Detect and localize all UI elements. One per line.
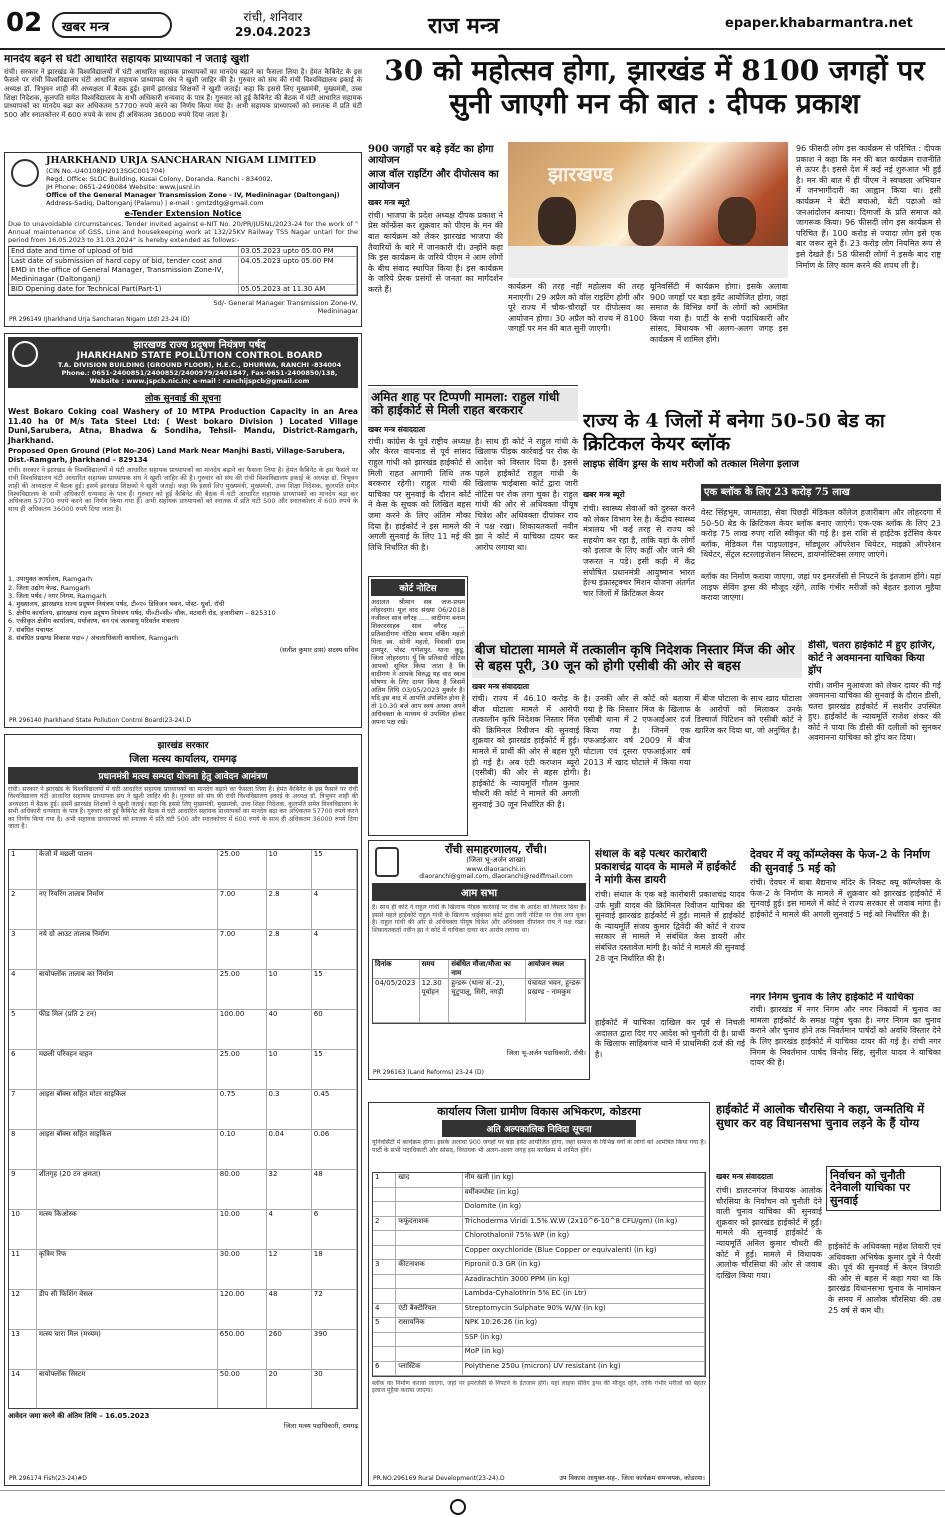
table-cell: 25.00: [218, 970, 267, 1009]
table-cell: [373, 1347, 396, 1361]
story-body: रांची। जमीन मुआवजा को लेकर दायर की गई अवमानना याचिका की सुनवाई के दौरान डीसी, चतरा झारखंड हाईकोर्ट में सशरीर उपस्थित हुए। हाईकोर्ट के न्यायमूर्ति राजेश शंकर की कोर्ट ने पाया कि डीसी की दलीलों को सुनकर अवमानना याचिका को ड्रॉप कर दिया।: [808, 680, 941, 743]
table-cell: 3: [9, 930, 37, 969]
table-cell: 7: [9, 1090, 37, 1129]
table-cell: 48: [267, 1290, 312, 1329]
table-cell: 25.00: [218, 850, 267, 889]
table-cell: [373, 1289, 396, 1303]
notice-body: यूनिवर्सिटी में कार्यक्रम होगा। इसके अलावा 900 जगहों पर बड़ा इवेंट आयोजित होगा, जहां समाज के विभिन्न वर्गों के लोगों को आमंत्रित किया गया है। पार्टी के सभी पदाधिकारी और सांसद, विधायक भी अलग-अलग जगह इस कार्यक्रम में शामिल होंगे।: [372, 1139, 706, 1154]
table-cell: 10.00: [218, 1210, 267, 1249]
table-cell: 10: [267, 1050, 312, 1089]
table-cell: 48: [312, 1170, 357, 1209]
table-cell: 80.00: [218, 1170, 267, 1209]
press-conference-photo: [508, 142, 788, 278]
table-cell: 4: [373, 1304, 396, 1318]
table-row: [9, 1050, 357, 1090]
table-cell: 390: [312, 1330, 357, 1369]
table-cell: 7.00: [218, 930, 267, 969]
story-body: रांची। देवघर में बाबा बैद्यनाथ मंदिर के निकट क्यू कॉम्प्लेक्स के फेज-2 के निर्माण के मामले में शुक्रवार को झारखंड हाईकोर्ट में सुनवाई हुई। इस मामले में कोर्ट ने राज्य सरकार से जवाब मांगा है। हाईकोर्ट ने मामले की अगली सुनवाई 5 मई को निर्धारित की है।: [750, 878, 941, 919]
jspcb-notice: [4, 333, 362, 728]
story-body: रांची। सरकार ने झारखंड के विश्वविद्यालयों में घंटी आधारित सहायक प्राध्यापकों का मानदेय बढ़ाने का फैसला लिया है। हेमंत कैबिनेट के इस फैसले पर रांची विश्वविद्यालय घंटी आधारित सहायक प्राध्यापक संघ ने खुशी जाहिर की है। गुरुवार को संघ की रांची विश्वविद्यालय इकाई के अध्यक्ष डॉ. त्रिभुवन शाही की अध्यक्षता में बैठक हुई। इसमें झारखंड शिक्षकों ने खुशी जताई। कहा कि इससे लिए मुख्यमंत्री, मुख्यमंत्री, उच्च शिक्षा निदेशक, कुलपति समेत विश्वविद्यालय के सभी अधिकारी धन्यवाद के पात्र हैं। गुरुवार को हुई कैबिनेट की बैठक में घंटी आधारित सहायक प्राध्यापकों का मानदेय बढ़ा कर अधिकतम 57700 रुपये करने का निर्णय किया गया है। अभी सहायक प्राध्यापकों को स्नातक में प्रति घंटी 500 और स्नातकोत्तर में 600 रुपये के साथ ही अधिकतम 36000 रुपये दिया जाता है।: [4, 67, 362, 119]
table-cell: [396, 1275, 462, 1289]
notice-title: आम सभा: [372, 883, 586, 901]
office: Office of the General Manager Transmission Zone - IV, Medininagar (Daltonganj): [46, 190, 340, 199]
table-cell: 260: [267, 1330, 312, 1369]
table-cell: [373, 1231, 396, 1245]
office: राँची समाहरणालय, राँची।: [445, 843, 547, 856]
person-2: [628, 200, 664, 246]
items-table: [372, 1172, 706, 1377]
table-cell: डीप सी फिशिंग वेसल: [37, 1290, 218, 1329]
table-cell: मत्स्य किओस्क: [37, 1210, 218, 1249]
address: Regd. Office: SLDC Building, Kusai Colony, Doranda, Ranchi - 834002,: [46, 174, 273, 183]
phone: JH Phone: 0651-2490084 Website: www.jusnl.in: [46, 182, 200, 191]
table-cell: 12: [9, 1290, 37, 1329]
table-cell: 2: [373, 1217, 396, 1231]
table-row: [373, 960, 585, 979]
meeting-table: [372, 959, 586, 1024]
table-cell: मछली परिवहन वाहन: [37, 1050, 218, 1089]
seed-scam-story: [472, 640, 802, 845]
table-row: [9, 1290, 357, 1330]
drda-tender-notice: [368, 1102, 710, 1486]
story-body-2: कार्यक्रम की तरह नहीं महोत्सव की तरह मनाएगी। 29 अप्रैल को वॉल राइटिंग होगी और पूरे राज्य में चौक-चौराहों पर दीपोत्सव का आयोजन होगा। 30 अप्रैल को राज्य में 8100 जगहों पर मन की बात सुनी जाएगी।: [508, 282, 644, 334]
table-cell: 0.75: [218, 1090, 267, 1129]
table-cell: एंटी बैक्टीरियल: [396, 1304, 462, 1318]
table-cell: बायोफ्लॉक तालाब का निर्माण: [37, 970, 218, 1009]
story-body-1: रांची। राज्य में 46.10 करोड़ के बीज घोटाला मामले में आरोपी तत्कालीन कृषि निदेशक निस्तार मिंज की क्रिमिनल रिवीजन की सुनवाई शुक्रवार को झारखंड हाईकोर्ट में हुई। मामले में प्रार्थी की ओर से बहस पूरी हो गई है। अब एंटी करप्शन ब्यूरो (एसीबी) की ओर से बहस होगी। हाईकोर्ट के न्यायमूर्ति गौतम कुमार चौधरी की कोर्ट ने मामले की अगली सुनवाई 30 जून निर्धारित की है।: [472, 694, 580, 809]
table-cell: आइस बॉक्स सहित साइकिल: [37, 1130, 218, 1169]
table-cell: 0.04: [267, 1130, 312, 1169]
story-body-1: रांची। कांग्रेस के पूर्व राष्ट्रीय अध्यक्ष और केरल वायनाड से पूर्व सांसद राहुल गांधी को झारखंड हाईकोर्ट से मिली राहत आगामी तिथि तक बरकरार रहेगी। राहुल गांधी की याचिका पर सुनवाई के दौरान कोर्ट ने केस के सूचक को लिखित बहस जमा करने के लिए अंतिम मौका दिया है। हाईकोर्ट ने इस मामले की अगली सुनवाई के लिए 11 मई की तिथि निर्धारित की है।: [368, 436, 471, 552]
highlight: एक ब्लॉक के लिए 23 करोड़ 75 लाख: [701, 484, 941, 501]
story-body-2: हाईकोर्ट के अधिवक्ता महेश तिवारी एवं अधिवक्ता अभिषेक कुमार दुबे ने पैरवी की। पूर्व की सुनवाई में केएन त्रिपाठी की ओर से बहस में कहा गया था कि झारखंड विधानसभा चुनाव के नामांकन के समय में आलोक चौरसिया की उम्र 25 वर्ष से कम थी।: [828, 1242, 941, 1315]
headline: राज्य के 4 जिलों में बनेगा 50-50 बेड का क्रिटिकल केयर ब्लॉक: [583, 410, 885, 455]
table-cell: 15: [312, 1050, 357, 1089]
office: कार्यालय जिला ग्रामीण विकास अभिकरण, कोडरमा: [437, 1105, 641, 1118]
date: 29.04.2023: [235, 25, 311, 39]
table-cell: नए रियरिंग तालाब निर्माण: [37, 890, 218, 929]
list-item: 2. जिला उद्योग केन्द्र, Ramgarh: [8, 583, 91, 592]
phone: Phone.: 0651-2400851/2400852/2400979/2401847, Fax-0651-2400850/138,: [61, 369, 338, 378]
table-cell: 14: [9, 1370, 37, 1409]
story-body-2: है। साथ ही कोर्ट ने राहुल गांधी के खिलाफ पीड़क कार्रवाई पर रोक के आदेश को विस्तार दिया है। इससे पहले हाईकोर्ट राहुल गांधी के खिलाफ चाईबासा कोर्ट द्वारा जारी नोटिस पर रोक लगा चुका है। राहुल गांधी की ओर से अधिवक्ता पीयूष चित्रेश और अधिवक्ता दीपांकर राय ने पक्ष रखा। शिकायतकर्ता नवीन झा ने कोर्ट में याचिका दायर कर आरोप लगाया था।: [475, 436, 578, 552]
table-cell: 2: [9, 890, 37, 929]
table-row: [9, 1210, 357, 1250]
headline: बीज घोटाला मामले में तत्कालीन कृषि निदेशक निस्तार मिंज की ओर से बहस पूरी, 30 जून को होगी एसीबी की ओर से बहस: [472, 640, 802, 678]
table-row: [9, 1010, 357, 1050]
table-cell: 30.00: [218, 1250, 267, 1289]
notice-title: e-Tender Extension Notice: [124, 208, 242, 218]
table-cell: 1: [373, 1173, 396, 1187]
table-cell: कीटनाशक: [396, 1260, 462, 1274]
headline: मानदेय बढ़ने से घंटी आधारित सहायक प्राध्यापकों ने जताई खुशी: [4, 54, 250, 65]
court-notice: [368, 576, 468, 836]
website: www.dlaoranchi.in: [466, 865, 526, 874]
address: T.A. DIVISION BUILDING (GROUND FLOOR), H.E.C., DHURWA, RANCHI -834004: [57, 361, 342, 370]
notice-title: अति अल्पकालिक निविदा सूचना: [442, 1120, 636, 1137]
table-cell: 4: [9, 970, 37, 1009]
table-cell: 12: [267, 1250, 312, 1289]
table-cell: Fipronil 0.3 GR (in kg): [463, 1260, 705, 1274]
table-cell: Trichoderma Viridi 1.5% W.W (2x10^6-10^8 CFU/gm) (in kg): [463, 1217, 705, 1231]
website: Website : www.jspcb.nic.in; e-mail : ranchijspcb@gmail.com: [89, 377, 310, 386]
table-cell: 5: [9, 1010, 37, 1049]
table-cell: 10: [9, 1210, 37, 1249]
table-cell: 100.00: [218, 1010, 267, 1049]
table-cell: 40: [267, 1010, 312, 1049]
table-cell: 0.3: [267, 1090, 312, 1129]
city-day: रांची, शनिवार: [243, 10, 303, 24]
table-cell: नये ग्रो आउट तालाब निर्माण: [37, 930, 218, 969]
emblem-icon: [375, 847, 399, 877]
table-cell: 50.00: [218, 1370, 267, 1409]
table-cell: 1: [9, 850, 37, 889]
nagar-nigam-story: [750, 992, 941, 1092]
table-cell: 0.45: [312, 1090, 357, 1129]
table-row: [9, 257, 357, 285]
jspcb-header: [8, 337, 358, 388]
office-list: [8, 575, 358, 642]
jusnl-logo-icon: [11, 159, 39, 187]
table-cell: 15: [312, 850, 357, 889]
byline: खबर मन्त्र ब्यूरो: [368, 197, 410, 207]
table-cell: 13: [9, 1330, 37, 1369]
signature: (सतीश कुमार दास) सदस्य सचिव: [279, 645, 358, 654]
table-cell: [396, 1333, 462, 1347]
table-cell: 20: [267, 1370, 312, 1409]
top-left-story: [4, 54, 362, 148]
site-url[interactable]: epaper.khabarmantra.net: [725, 16, 913, 31]
jusnl-notice: [4, 152, 362, 327]
table-cell: कृत्रिम रिफ: [37, 1250, 218, 1289]
table-row: [9, 850, 357, 890]
pr-number: PR.NO.296169 Rural Development(23-24).D: [373, 1475, 505, 1482]
story-body-3: ब्लॉक का निर्माण कराया जाएगा, जहां पर इमरजेंसी से निपटने के इंतजाम होंगे। यहां लाइफ सेविंग ड्रग्स की मौजूद रहेंगे, ताकि गंभीर मरीजों को बेहतर इलाज मुहैया कराया जाएगा।: [701, 572, 941, 603]
table-cell: 0.10: [218, 1130, 267, 1169]
list-item: 1. उपायुक्त कार्यालय, Ramgarh: [8, 575, 93, 584]
table-row: [373, 1318, 705, 1333]
table-row: [373, 1246, 705, 1261]
table-row: [9, 930, 357, 970]
table-cell: MoP (in kg): [463, 1347, 705, 1361]
story-body-1: रांची। डालटनगंज विधायक आलोक चौरसिया के निर्वाचन को चुनौती देने वाली चुनाव याचिका की सुनवाई शुक्रवार को झारखंड हाईकोर्ट में हुई। मामले की सुनवाई हाईकोर्ट के न्यायमूर्ति अनिल कुमार चौधरी की कोर्ट में हुई। मामले में विधायक आलोक चौरसिया की ओर से जवाब दाखिल किया गया।: [716, 1186, 822, 1280]
table-row: [373, 1173, 705, 1188]
table-row: [9, 890, 357, 930]
divider: [368, 385, 578, 386]
lead-headline: 30 को महोत्सव होगा, झारखंड में 8100 जगहों पर सुनी जाएगी मन की बात : दीपक प्रकाश: [384, 54, 925, 120]
table-row: [373, 1231, 705, 1246]
notice-body: है। साथ ही कोर्ट ने राहुल गांधी के खिलाफ पीड़क कार्रवाई पर रोक के आदेश को विस्तार दिया है। इससे पहले हाईकोर्ट राहुल गांधी के खिलाफ चाईबासा कोर्ट द्वारा जारी नोटिस पर रोक लगा चुका है। राहुल गांधी की ओर से अधिवक्ता पीयूष चित्रेश और अधिवक्ता दीपांकर राय ने पक्ष रखा। शिकायतकर्ता नवीन झा ने कोर्ट में याचिका दायर कर आरोप लगाया था।: [372, 904, 586, 934]
project-desc: West Bokaro Coking coal Washery of 10 MTPA Production Capacity in an Area 11.40 ha 0f M/s Tata Steel Ltd: ( West bokaro Division ) Located Village Duni,Sarubera, Atna, Bhadwa & Sondiha, Tehsil- Mandu, District-Ramgarh, Jharkhand.: [8, 407, 358, 445]
table-cell: शीतगृह (20 टन क्षमता): [37, 1170, 218, 1209]
footer: [0, 1490, 945, 1517]
table-cell: 11: [9, 1250, 37, 1289]
list-item: 3. जिला पर्षद / नगर निगम, Ramgarh: [8, 592, 107, 601]
signature: जिला मत्स्य पदाधिकारी, रामगढ़: [283, 1422, 358, 1430]
table-cell: हुन्डरू (थाना सं.-2), चुटुपालू, सिरी, नगड़ी: [449, 979, 525, 1022]
signature: Sd/- General Manager Transmission Zone-IV, Medininagar: [213, 298, 358, 315]
dc-chatra-story: [808, 640, 941, 845]
filler-text: रांची। सरकार ने झारखंड के विश्वविद्यालयों में घंटी आधारित सहायक प्राध्यापकों का मानदेय बढ़ाने का फैसला लिया है। हेमंत कैबिनेट के इस फैसले पर रांची विश्वविद्यालय घंटी आधारित सहायक प्राध्यापक संघ ने खुशी जाहिर की है। गुरुवार को संघ की रांची विश्वविद्यालय इकाई के अध्यक्ष डॉ. त्रिभुवन शाही की अध्यक्षता में बैठक हुई। इसमें झारखंड शिक्षकों ने खुशी जताई। कहा कि इससे लिए मुख्यमंत्री, मुख्यमंत्री, उच्च शिक्षा निदेशक, कुलपति समेत विश्वविद्यालय के सभी अधिकारी धन्यवाद के पात्र हैं। गुरुवार को हुई कैबिनेट की बैठक में घंटी आधारित सहायक प्राध्यापकों का मानदेय बढ़ा कर अधिकतम 57700 रुपये करने का निर्णय किया गया है। अभी सहायक प्राध्यापकों को स्नातक में प्रति घंटी 500 और स्नातकोत्तर में 600 रुपये के साथ ही अधिकतम 36000 रुपये दिया जाता है।: [8, 466, 358, 514]
person-3: [718, 197, 756, 245]
list-item: 5. क्षेत्रीय कार्यालय, झारखण्ड राज्य प्रदूषण नियंत्रण पर्षद, पी०टी०सी० चौक, मटवारी रोड, हजारीबाग – 825310: [8, 608, 276, 617]
notice-body: Due to unavoidable circumstances, Tender invited against e-NIT No. 20/PR/JUSNL/2023-24 for the work of " Annual maintenance of GSS, Line and housekeeping work at 132/25KV Railway TSS Nagar untari for the period from 16.05.2023 to 31.03.2024" is hereby extended as follows:-: [8, 219, 358, 244]
table-cell: [396, 1231, 462, 1245]
table-row: [9, 285, 357, 295]
list-item: 4. मुख्यालय, झारखण्ड राज्य प्रदूषण नियंत्रण पर्षद, टी०ए० डिविजन भवन, पोस्ट- धुर्वा, रॉची: [8, 600, 225, 609]
table-cell: 4: [312, 930, 357, 969]
story-body-3: यूनिवर्सिटी में कार्यक्रम होगा। इसके अलावा 900 जगहों पर बड़ा इवेंट आयोजित होगा, जहां समाज के विभिन्न वर्गों के लोगों को आमंत्रित किया गया है। पार्टी के सभी पदाधिकारी और सांसद, विधायक भी अलग-अलग जगह इस कार्यक्रम में शामिल होंगे।: [650, 282, 788, 344]
table-cell: 0.06: [312, 1130, 357, 1169]
registration-mark-icon: [450, 1499, 466, 1515]
table-cell: [396, 1202, 462, 1216]
notice-footnote: ब्लॉक का निर्माण कराया जाएगा, जहां पर इमरजेंसी से निपटने के इंतजाम होंगे। यहां लाइफ सेविंग ड्रग्स की मौजूद रहेंगे, ताकि गंभीर मरीजों को बेहतर इलाज मुहैया कराया जाएगा।: [372, 1380, 706, 1395]
table-cell: End date and time of upload of bid: [9, 247, 239, 256]
table-cell: Polythene 250u (micron) UV resistant (in kg): [463, 1362, 705, 1376]
table-cell: [373, 1275, 396, 1289]
table-cell: 30: [312, 1370, 357, 1409]
table-cell: आयोजन स्थल: [526, 960, 585, 978]
jusnl-title: JHARKHAND URJA SANCHARAN NIGAM LIMITED: [46, 155, 317, 166]
land-acquisition-notice: [368, 840, 590, 1080]
title-hindi: झारखण्ड राज्य प्रदूषण नियंत्रण पर्षद: [133, 340, 266, 351]
table-cell: 2.8: [267, 930, 312, 969]
headline: डीसी, चतरा हाईकोर्ट में हुए हाजिर, कोर्ट ने अवमानना याचिका किया ड्रॉप: [808, 640, 936, 676]
scheme-table: [8, 849, 358, 1409]
table-cell: 6: [373, 1362, 396, 1376]
fish-scheme-notice: [4, 734, 362, 1486]
story-body: रांची। झारखंड में नगर निगम और नगर निकायों में चुनाव का मामला हाईकोर्ट के समक्ष पहुंच चुका है। नगर निगम का चुनाव कराने और चुनाव होने तक निवर्तमान पार्षदों को अवधि विस्तार देने के लिए झारखंड हाईकोर्ट में याचिका दायर की गई है। रांची नगर निगम के निवर्तमान पार्षद विनोद सिंह, सुनील यादव ने याचिका दायर की है।: [750, 1005, 941, 1068]
govt: झारखंड सरकार: [157, 741, 209, 751]
table-cell: संबंधित मौजा/मौजा का नाम: [449, 960, 525, 978]
table-cell: Azadirachtin 3000 PPM (in kg): [463, 1275, 705, 1289]
headline: अमित शाह पर टिप्पणी मामला: राहुल गांधी को हाईकोर्ट से मिली राहत बरकरार: [368, 388, 578, 421]
story-body-1: रांची। संथाल के एक बड़े कारोबारी प्रकाशचंद्र यादव उर्फ मुन्नी यादव की क्रिमिनल रिवीजन याचिका की सुनवाई झारखंड हाईकोर्ट में हुई। मामले में हाईकोर्ट के न्यायमूर्ति संजय कुमार द्विवेदी की कोर्ट ने राज्य सरकार से मामले में संबंधित केस डायरी और संबंधित दस्तावेज मांगी है। कोर्ट ने मामले की सुनवाई 28 जून निर्धारित की है।: [595, 890, 745, 963]
signature: जिला भू-अर्जन पदाधिकारी, राँची।: [506, 1049, 586, 1058]
table-row: [9, 1130, 357, 1170]
table-cell: [373, 1202, 396, 1216]
notice-body: रांची। सरकार ने झारखंड के विश्वविद्यालयों में घंटी आधारित सहायक प्राध्यापकों का मानदेय बढ़ाने का फैसला लिया है। हेमंत कैबिनेट के इस फैसले पर रांची विश्वविद्यालय घंटी आधारित सहायक प्राध्यापक संघ ने खुशी जाहिर की है। गुरुवार को संघ की रांची विश्वविद्यालय इकाई के अध्यक्ष डॉ. त्रिभुवन शाही की अध्यक्षता में बैठक हुई। इसमें झारखंड शिक्षकों ने खुशी जताई। कहा कि इससे लिए मुख्यमंत्री, मुख्यमंत्री, उच्च शिक्षा निदेशक, कुलपति समेत विश्वविद्यालय के सभी अधिकारी धन्यवाद के पात्र हैं। गुरुवार को हुई कैबिनेट की बैठक में घंटी आधारित सहायक प्राध्यापकों का मानदेय बढ़ा कर अधिकतम 57700 रुपये करने का निर्णय किया गया है। अभी सहायक प्राध्यापकों को स्नातक में प्रति घंटी 500 और स्नातकोत्तर में 600 रुपये के साथ ही अधिकतम 36000 रुपये दिया जाता है।: [8, 786, 358, 831]
byline: खबर मन्त्र संवाददाता: [716, 1172, 774, 1181]
table-row: [373, 1289, 705, 1304]
table-cell: फफूंदनाशक: [396, 1217, 462, 1231]
jusnl-meta: [46, 167, 358, 207]
table-cell: बायोफ्लॉक सिस्टम: [37, 1370, 218, 1409]
story-body-2: है। उनकी ओर से कोर्ट को बताया गया है कि निस्तार मिंज के खिलाफ एसीबी थाना में 2 एफआईआर दर्ज किया गया है। जिनमें एक एफआईआर वर्ष 2009 में बीज घोटाला एवं दूसरा एफआईआर वर्ष 2013 में खाद घोटाले में किया गया है।: [583, 694, 691, 778]
table-cell: 4: [267, 1210, 312, 1249]
table-row: [373, 1275, 705, 1290]
table-cell: 72: [312, 1290, 357, 1329]
table-cell: 6: [9, 1050, 37, 1089]
sidebar-text: 96 फीसदी लोग इस कार्यक्रम से परिचित : दीपक प्रकाश ने कहा कि मन की बात कार्यक्रम राजनीति से ऊपर है। इससे देश में कई नई शुरुआत भी हुई है। मन की बात में ही पीएम ने स्वच्छता अभियान में जनभागीदारी का आह्वान किया था। इसी कार्यक्रम ने बेटी बचाओ, बेटी पढ़ाओ को जनआंदोलन बनाया। दिग्गजों के प्रति समाज को जागरूक किया। 96 फीसदी लोग इस कार्यक्रम से परिचित हैं। 100 करोड़ से ज्यादा लोग इसे एक बार जरूर सुने हैं। 23 करोड़ लोग नियमित रूप से इसे देखते हैं। 58 फीसदी लोगों ने इसके बाद राष्ट्र निर्माण के लिए काम करने की शपथ ली है।: [796, 144, 941, 270]
headline: हाईकोर्ट में आलोक चौरसिया ने कहा, जन्मतिथि में सुधार कर वह विधानसभा चुनाव लड़ने के हैं योग्य: [716, 1102, 925, 1130]
table-cell: 10: [267, 970, 312, 1009]
table-cell: 6: [312, 1210, 357, 1249]
table-row: [373, 1362, 705, 1377]
table-cell: 25.00: [218, 1050, 267, 1089]
story-body-1: रांची। भाजपा के प्रदेश अध्यक्ष दीपक प्रकाश ने प्रेस कॉन्फ्रेंस कर शुक्रवार को पीएम के मन की बात कार्यक्रम को लेकर झारखंड भाजपा की तैयारियों के बारे में जानकारी दी। उन्होंने कहा कि इस कार्यक्रम के जरिये पीएम ने आम लोगों के बीच संवाद स्थापित किया है। इस कार्यक्रम के जरिये प्रेरक प्रसंगों से जनता का मार्गदर्शन करते हैं।: [368, 210, 503, 294]
table-cell: NPK 10:26:26 (in kg): [463, 1318, 705, 1332]
logo[interactable]: खबर मन्त्र: [52, 12, 172, 38]
deoghar-story: [750, 848, 941, 988]
dateline: [235, 10, 311, 40]
headline: नगर निगम चुनाव के लिए हाईकोर्ट में याचिका: [750, 992, 914, 1003]
table-cell: [373, 1333, 396, 1347]
table-cell: 18: [312, 1250, 357, 1289]
table-row: [373, 1260, 705, 1275]
table-cell: पंचायत भवन, हुन्डरू प्रखण्ड - नामकुम: [526, 979, 585, 1022]
section-title: राज मन्त्र: [428, 13, 500, 39]
table-cell: 03.05.2023 upto 05.00 PM: [239, 247, 357, 256]
table-cell: केजों में मछली पालन: [37, 850, 218, 889]
masthead: [0, 0, 945, 50]
table-cell: Copper oxychloride (Blue Copper or equivalent) (in kg): [463, 1246, 705, 1260]
table-cell: [373, 1188, 396, 1202]
santhal-story: [595, 848, 745, 1098]
table-cell: 60: [312, 1010, 357, 1049]
table-cell: 8: [9, 1130, 37, 1169]
table-cell: 04.05.2023 upto 05.00 PM: [239, 257, 357, 284]
table-cell: नीम खली (in kg): [463, 1173, 705, 1187]
table-cell: [396, 1289, 462, 1303]
table-cell: 32: [267, 1170, 312, 1209]
list-item: 8. संबंधित प्रखण्ड विकास पदा० / अंचलाधिकारी कार्यालय, Ramgarh: [8, 634, 179, 643]
table-cell: [396, 1246, 462, 1260]
pr-number: PR 296149 (Jharkhand Urja Sancharan Nigam Ltd) 23-24 (D): [9, 316, 190, 323]
table-cell: 15: [312, 970, 357, 1009]
table-cell: Last date of submission of hard copy of bid, tender cost and EMD in the office of General Manager, Transmission Zone-IV, Medininagar (Daltonganj): [9, 257, 239, 284]
table-row: [9, 1090, 357, 1130]
bullets: [368, 144, 503, 361]
table-cell: समय: [420, 960, 450, 978]
story-body-3: में बीज घोटाला के साथ खाद घोटाला के आरोपों को मिलाकर उनके डिस्चार्ज पिटिशन को एसीबी कोर्ट ने खारिज कर दिया था, जो अनुचित है।: [694, 694, 802, 735]
photo-banner: झारखण्ड: [548, 162, 614, 186]
table-cell: 650.00: [218, 1330, 267, 1369]
table-cell: दिनांक: [373, 960, 420, 978]
table-row: [9, 247, 357, 257]
table-cell: 4: [312, 890, 357, 929]
table-cell: वर्मीकम्पोस्ट (in kg): [463, 1188, 705, 1202]
title-english: JHARKHAND STATE POLLUTION CONTROL BOARD: [76, 351, 323, 362]
table-row: [373, 1333, 705, 1348]
table-cell: रासायनिक: [396, 1318, 462, 1332]
byline: खबर मन्त्र संवाददाता: [368, 424, 426, 434]
notice-title: लोक सुनवाई की सूचना: [145, 394, 221, 405]
table-cell: [396, 1347, 462, 1361]
notice-table: [8, 246, 358, 296]
table-cell: Lambda-Cyhalothrin 5% EC (in Ltr): [463, 1289, 705, 1303]
email: dlaoranchi@gmail.com, dlaoranchi@rediffmail.com: [419, 873, 573, 881]
table-cell: मत्स्य चारा मिल (मध्यम): [37, 1330, 218, 1369]
byline: खबर मन्त्र संवाददाता: [472, 682, 530, 691]
table-row: [373, 1202, 705, 1217]
table-row: [9, 1170, 357, 1210]
rahul-story: [368, 388, 578, 573]
headline: संथाल के बड़े पत्थर कारोबारी प्रकाशचंद्र यादव के मामले में हाईकोर्ट ने मांगी केस डायरी: [595, 848, 736, 886]
table-row: [373, 1347, 705, 1362]
table-cell: BID Opening date for Technical Part(Part-1): [9, 285, 239, 294]
table: [508, 246, 788, 278]
table-cell: [396, 1188, 462, 1202]
bullet-1: 900 जगहों पर बड़े इवेंट का होगा आयोजन: [368, 144, 494, 167]
pr-number: PR 296174 Fish(23-24)#D: [9, 1475, 87, 1482]
subheadline: लाइफ सेविंग ड्रग्स के साथ मरीजों को तत्काल मिलेगा इलाज: [583, 459, 799, 470]
table-cell: प्लास्टिक: [396, 1362, 462, 1376]
table-cell: [373, 1246, 396, 1260]
byline: खबर मन्त्र ब्यूरो: [583, 490, 625, 499]
table-cell: फीड मिल (प्रति 2 टन): [37, 1010, 218, 1049]
pr-number: PR 296140 Jharkhand State Pollution Control Board(23-24).D: [9, 717, 191, 724]
story-body-2: हाईकोर्ट में याचिका दाखिल कर पूर्व से निचली अदालत द्वारा दिए गए आदेश को चुनौती दी है। प्रार्थी के खिलाफ साहिबगंज थाने में प्राथमिकी दर्ज की गई है।: [595, 1018, 745, 1059]
table-cell: 7.00: [218, 890, 267, 929]
table-row: [373, 1304, 705, 1319]
notice-title: प्रधानमंत्री मत्स्य सम्पदा योजना हेतु आवेदन आमंत्रण: [8, 767, 358, 784]
bullet-2: आज वॉल राइटिंग और दीपोत्सव का आयोजन: [368, 169, 499, 192]
table-cell: 3: [373, 1260, 396, 1274]
table-cell: आइस बॉक्स सहित मोटर साइकिल: [37, 1090, 218, 1129]
signature: उप विकास आयुक्त-सह-, जिला कार्यक्रम समन्वयक, कोडरमा।: [559, 1474, 705, 1482]
table-cell: 12.30 पूर्वाहन: [420, 979, 450, 1022]
table-row: [9, 970, 357, 1010]
table-cell: 120.00: [218, 1290, 267, 1329]
sub-office: (जिला भू-अर्जन शाखा): [466, 856, 526, 865]
table-row: [9, 1330, 357, 1370]
table-cell: Chlorothalonil 75% WP (in kg): [463, 1231, 705, 1245]
list-item: 7. संबंधित पंचायत: [8, 625, 53, 634]
cin: (CIN No.-U40108JH2013SGC001704): [46, 166, 165, 175]
email: Address-Sadiq, Daltonganj (Palamu) | e-mail : gmtzdtg@gmail.com: [46, 198, 264, 207]
table-cell: 10: [267, 850, 312, 889]
notice-body: अदालत श्रीमान सब जज-प्रथम लोहरदगा। मूल वाद संख्या 06/2018 नजीरुल साव वगैरह ..... वादीगण बनाम शिकारसाहब साव वगैरह ... प्रतिवादीगण नोटिस बनाम वर्किंग महतो पिता स्व. सोनी महतो, निवासी ग्राम दामपुर, पोस्ट गणेशपुर, थाना कुडू, जिला लोहरदगा। यूँ कि प्रतिवादी नोटिस आपको सूचित किया जाता है कि वादीगण ने आपके विरुद्ध यह वाद स्वत्व घोषणा के लिए दायर किया है जिसमें अंतिम तिथि 03/05/2023 मुकर्रर है। यदि इस बाद में आपत्ति उपस्थित होना है तो 10.30 बजे आप स्वयं अथवा अपने अधिवक्ता के माध्यम से उपस्थित होकर अपना पक्ष रखें।: [371, 598, 465, 726]
alok-chaurasia-story: [716, 1102, 941, 1486]
venue: Proposed Open Ground (Plot No-206) Land Mark Near Manjhi Basti, Village-Sarubera, Dist.-Ramgarh, Jharkhand – 829134: [8, 447, 345, 465]
story-body-2: वेस्ट सिंहभूम, जामताड़ा, सेवा पिछड़ी मेडिकल कॉलेज हजारीबाग और लोहरदगा में 50-50 बेड के क्रिटिकल केयर ब्लॉक बनाए जाएंगे। एक-एक ब्लॉक के लिए 23 करोड़ 75 लाख रुपए राशि स्वीकृत की गई है। इस राशि से हाईटेक इंटेंसिव केयर ब्लॉक, मेडिकल गैस पाइपलाइन, मॉड्यूलर ऑपरेशन थियेटर, माइक्रो ऑपरेशन थियेटर, सेंट्रल स्टरलाइजेशन सिस्टम, डायग्नोस्टिक्स लगाए जाएंगे।: [701, 508, 941, 560]
notice-title: कोर्ट नोटिस: [371, 579, 465, 596]
table-row: [373, 1188, 705, 1203]
headline: देवघर में क्यू कॉम्प्लेक्स के फेज-2 के निर्माण की सुनवाई 5 मई को: [750, 848, 930, 875]
table-cell: SSP (in kg): [463, 1333, 705, 1347]
table-cell: 5: [373, 1318, 396, 1332]
table-row: [373, 1217, 705, 1232]
table-row: [9, 1250, 357, 1290]
story-body-1: रांची। स्वास्थ्य सेवाओं को दुरुस्त करने को लेकर विभाग रेस है। केंद्रीय स्वास्थ्य मंत्रालय भी कई तरह से राज्य को सहयोग कर रहा है, ताकि यहां के लोगों को इलाज के लिए कहीं और जाने की जरूरत न पड़े। इसी कड़ी में केंद्र संपोषित प्रधानमंत्री आयुष्मान भारत हेल्थ इंफ्रास्ट्रक्चर मिशन योजना अंतर्गत चार जिलों में क्रिटिकल केयर: [583, 504, 695, 598]
table-cell: Dolomite (in kg): [463, 1202, 705, 1216]
subheadline: निर्वाचन को चुनौती देनेवाली याचिका पर सुनवाई: [826, 1166, 941, 1211]
list-item: 6. एकीकृत क्षेत्रीय कार्यालय, पर्यावरण, वन एवं जलवायु परिवर्तन मंत्रालय: [8, 617, 180, 626]
pr-number: PR 296163 (Land Reforms) 23-24 (D): [373, 1069, 484, 1076]
table-cell: 04/05/2023: [373, 979, 420, 1022]
table-cell: 05.05.2023 at 11.30 AM: [239, 285, 357, 294]
table-cell: Streptomycin Sulphate 90% W/W (in kg): [463, 1304, 705, 1318]
office: जिला मत्स्य कार्यालय, रामगढ़: [129, 754, 237, 765]
table-row: [9, 1370, 357, 1409]
lead-story: [368, 54, 941, 384]
jspcb-logo-icon: [12, 341, 38, 367]
last-date: आवेदन जमा करने की अंतिम तिथि – 16.05.2023: [8, 1412, 150, 1420]
table-cell: खाद: [396, 1173, 462, 1187]
table-cell: 2.8: [267, 890, 312, 929]
page-number: 02: [6, 8, 43, 38]
table-cell: 9: [9, 1170, 37, 1209]
person-1: [538, 197, 576, 245]
table-row: [373, 979, 585, 1023]
critical-care-story: [583, 410, 941, 635]
